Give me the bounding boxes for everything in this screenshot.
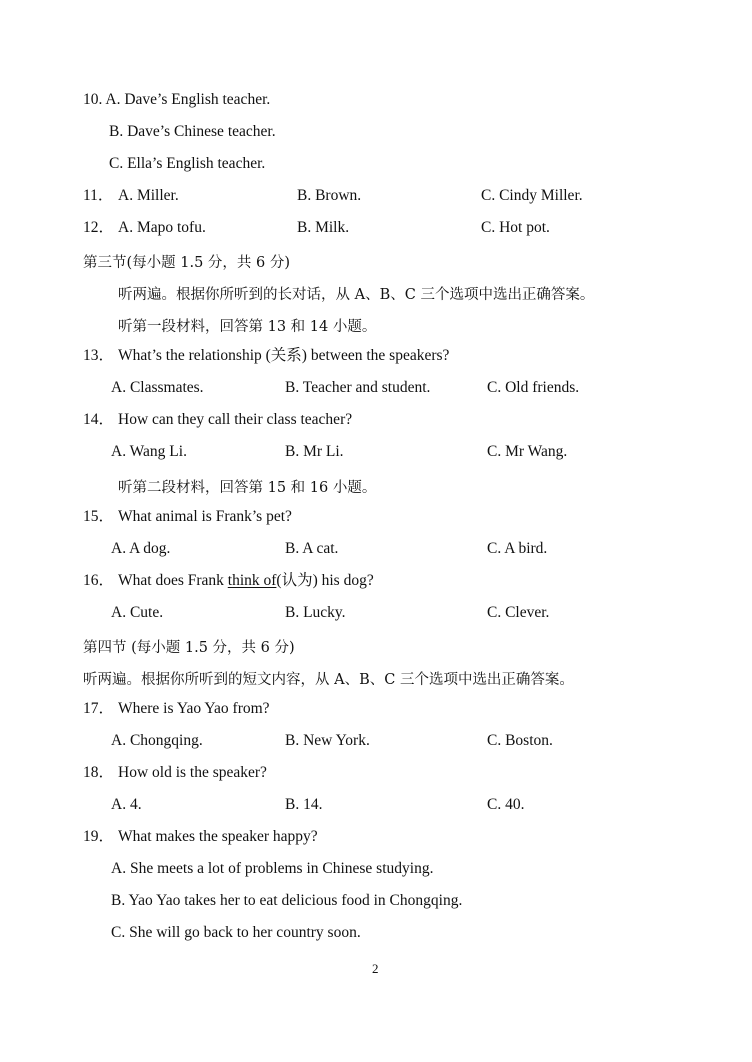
q13-question: What’s the relationship (关系) between the speakers? xyxy=(118,347,450,364)
q14-question: How can they call their class teacher? xyxy=(118,411,353,428)
q16-question-underlined: think of xyxy=(227,572,277,589)
q15-option-c: C. A bird. xyxy=(487,540,548,557)
q10-option-c: C. Ella’s English teacher. xyxy=(109,155,266,172)
q16-option-b: B. Lucky. xyxy=(285,604,346,621)
q15-question: What animal is Frank’s pet? xyxy=(118,508,292,525)
q18-option-b: B. 14. xyxy=(285,796,323,813)
q17-question: Where is Yao Yao from? xyxy=(118,700,270,717)
q18-question: How old is the speaker? xyxy=(118,764,267,781)
q15-option-b: B. A cat. xyxy=(285,540,339,557)
q15-number: 15． xyxy=(83,508,115,525)
q18-option-a: A. 4. xyxy=(111,796,142,813)
q13-option-c: C. Old friends. xyxy=(487,379,580,396)
q16-option-c: C. Clever. xyxy=(487,604,550,621)
q12-number: 12． xyxy=(83,219,115,236)
q16-number: 16． xyxy=(83,572,115,589)
q13-option-b: B. Teacher and student. xyxy=(285,379,431,396)
q16-question-post: (认为) his dog? xyxy=(276,572,374,589)
q16-option-a: A. Cute. xyxy=(111,604,164,621)
q13-number: 13． xyxy=(83,347,115,364)
q12-option-a: A. Mapo tofu. xyxy=(118,219,206,236)
q17-option-b: B. New York. xyxy=(285,732,370,749)
q19-question: What makes the speaker happy? xyxy=(118,828,318,845)
section3-material2: 听第二段材料，回答第 15 和 16 小题。 xyxy=(118,480,377,496)
q17-number: 17． xyxy=(83,700,115,717)
q17-option-a: A. Chongqing. xyxy=(111,732,203,749)
q15-option-a: A. A dog. xyxy=(111,540,171,557)
q10-option-b: B. Dave’s Chinese teacher. xyxy=(109,123,276,140)
q14-option-b: B. Mr Li. xyxy=(285,443,344,460)
q10-option-a: 10. A. Dave’s English teacher. xyxy=(83,91,271,108)
q16-question xyxy=(118,572,374,590)
q18-option-c: C. 40. xyxy=(487,796,525,813)
q19-option-c: C. She will go back to her country soon. xyxy=(111,924,361,941)
q11-option-b: B. Brown. xyxy=(297,187,362,204)
q12-option-c: C. Hot pot. xyxy=(481,219,550,236)
q19-option-a: A. She meets a lot of problems in Chinese studying. xyxy=(111,860,434,877)
section4-heading: 第四节 (每小题 1.5 分，共 6 分) xyxy=(83,640,295,656)
q14-option-c: C. Mr Wang. xyxy=(487,443,568,460)
q11-option-c: C. Cindy Miller. xyxy=(481,187,583,204)
q14-option-a: A. Wang Li. xyxy=(111,443,187,460)
q11-number: 11． xyxy=(83,187,114,204)
q19-number: 19． xyxy=(83,828,115,845)
q13-option-a: A. Classmates. xyxy=(111,379,204,396)
q16-question-pre: What does Frank xyxy=(118,572,228,589)
section3-material1: 听第一段材料，回答第 13 和 14 小题。 xyxy=(118,319,377,335)
q14-number: 14． xyxy=(83,411,115,428)
q11-option-a: A. Miller. xyxy=(118,187,179,204)
q18-number: 18． xyxy=(83,764,115,781)
q17-option-c: C. Boston. xyxy=(487,732,553,749)
section4-instruction: 听两遍。根据你所听到的短文内容，从 A、B、C 三个选项中选出正确答案。 xyxy=(83,672,574,688)
q19-option-b: B. Yao Yao takes her to eat delicious food in Chongqing. xyxy=(111,892,463,909)
page-number: 2 xyxy=(372,961,379,976)
section3-heading: 第三节(每小题 1.5 分，共 6 分) xyxy=(83,255,291,271)
q12-option-b: B. Milk. xyxy=(297,219,350,236)
section3-instruction: 听两遍。根据你所听到的长对话，从 A、B、C 三个选项中选出正确答案。 xyxy=(118,287,595,303)
